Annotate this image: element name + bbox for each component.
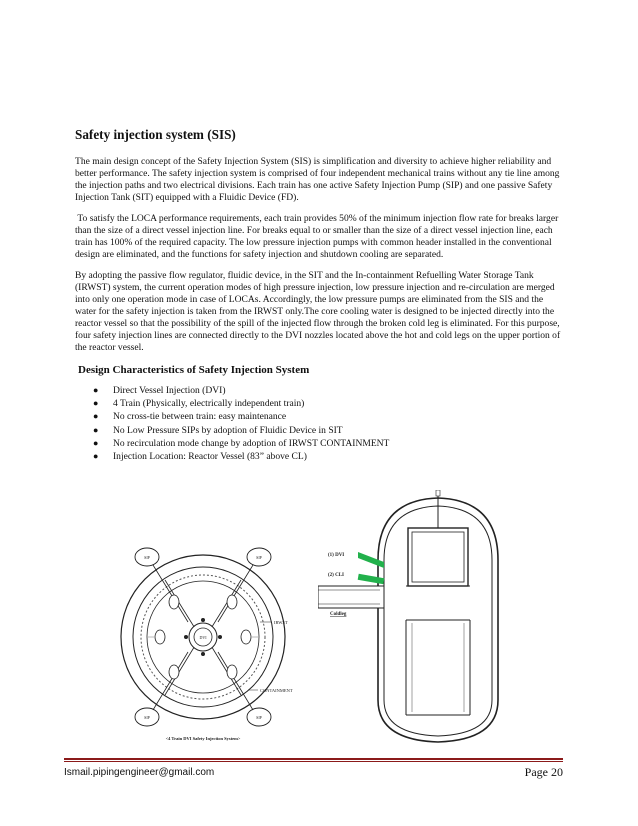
paragraph-1: The main design concept of the Safety Injection System (SIS) is simplification and diversity to achieve higher reliability and better performance. The safety injection system is comprised of four independent mechanical trains without any tie line among the injection paths and two electrical divisions. Each train has one active Safety Injection Pump (SIP) and one passive Safety Injection Tank (SIT) equipped with a Fluidic Device (FD). xyxy=(75,156,560,203)
design-characteristics-list xyxy=(75,384,563,463)
sip-label: SIP xyxy=(144,555,150,560)
cli-injection-line xyxy=(358,574,385,584)
section-title: Safety injection system (SIS) xyxy=(75,127,236,142)
figure-caption: <4 Train DVI Safety Injection System> xyxy=(165,736,241,741)
list-item: ● No cross-tie between train: easy maintenance xyxy=(93,411,287,423)
coldleg-label: Coldleg xyxy=(330,612,347,617)
svg-text:SIP: SIP xyxy=(256,555,262,560)
dvi-injection-line xyxy=(358,552,384,568)
four-train-dvi-diagram xyxy=(108,540,298,745)
subsection-title: Design Characteristics of Safety Injection System xyxy=(78,364,310,376)
paragraph-3: By adopting the passive flow regulator, fluidic device, in the SIT and the In-containment Refuelling Water Storage Tank (IRWST) system, the current operation modes of high pressure injection, low pressure injection and re-circulation are merged into only one operation mode in case of LOCAs. Accordingly, the low pressure pumps are eliminated from the SIS and the water for the safety injection is taken from the IRWST only.The core cooling water is designed to be injected directly into the reactor vessel so that the possibility of the spill of the injected flow through the broken cold leg is eliminated. For this purpose, four safety injection lines are connected directly to the DVI nozzles located above the hot and cold legs on the upper portion of the reactor vessel. xyxy=(75,270,561,353)
list-item: ● No recirculation mode change by adoption of IRWST CONTAINMENT xyxy=(93,437,390,449)
main-content xyxy=(75,127,563,463)
cli-label: (2) CLI xyxy=(328,573,344,578)
page-number: Page 20 xyxy=(524,765,563,779)
list-item: ● Injection Location: Reactor Vessel (83” above CL) xyxy=(93,451,307,463)
svg-text:SIP: SIP xyxy=(256,715,262,720)
footer-rule-thin xyxy=(64,761,563,762)
list-item: ● No Low Pressure SIPs by adoption of Fluidic Device in SIT xyxy=(93,424,343,436)
dvi-center-label: DVI xyxy=(199,635,207,640)
reactor-vessel-diagram xyxy=(318,490,528,745)
bullet-icon: ● xyxy=(93,424,99,435)
bullet-icon: ● xyxy=(93,451,99,462)
bullet-icon: ● xyxy=(93,437,99,448)
footer-rule xyxy=(64,758,563,760)
paragraph-2: To satisfy the LOCA performance requirements, each train provides 50% of the minimum injection flow rate for breaks larger than the size of a direct vessel injection line. For breaks equal to or smaller than the size of a direct vessel injection line, each train has 100% of the required capacity. The low pressure injection pumps with common header installed in the conventional design are eliminated, and the functions for safety injection and shutdown cooling are separated. xyxy=(75,213,561,260)
footer-email: Ismail.pipingengineer@gmail.com xyxy=(64,767,215,778)
irwst-label: IRWST xyxy=(274,620,288,625)
list-item: ● 4 Train (Physically, electrically independent train) xyxy=(93,398,305,410)
bullet-icon: ● xyxy=(93,398,99,409)
bullet-icon: ● xyxy=(93,411,99,422)
dvi-label: (1) DVI xyxy=(328,553,345,558)
containment-label: CONTAINMENT xyxy=(260,688,293,693)
bullet-icon: ● xyxy=(93,385,99,395)
list-item: ● Direct Vessel Injection (DVI) xyxy=(93,385,226,396)
svg-text:SIP: SIP xyxy=(144,715,150,720)
